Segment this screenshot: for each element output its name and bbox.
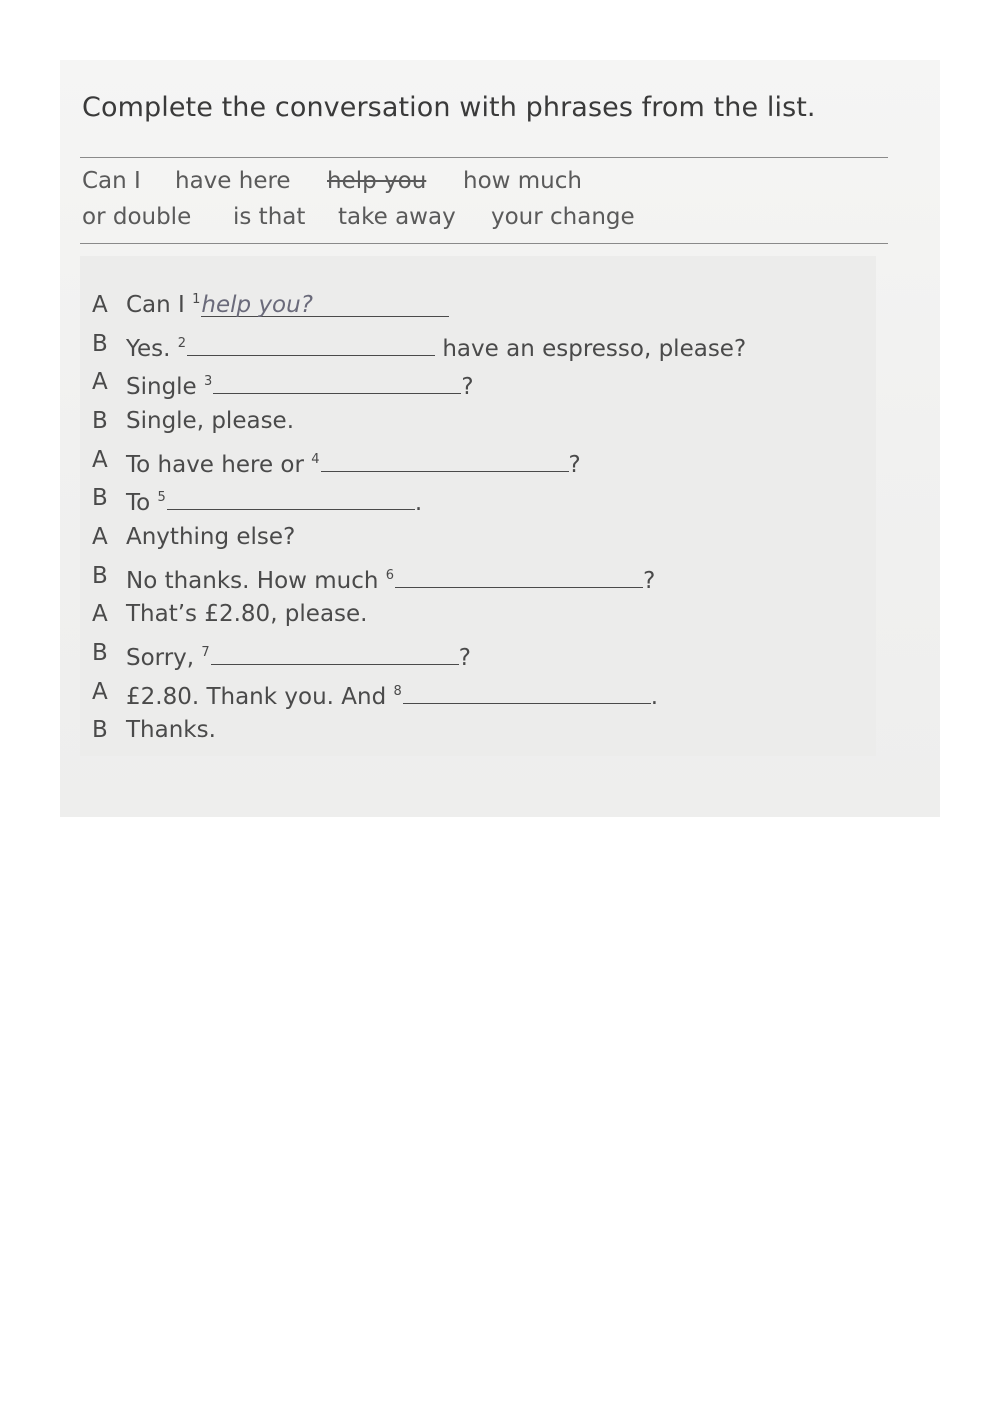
- speaker-label: A: [92, 447, 108, 473]
- line-text-after: ?: [458, 645, 471, 671]
- speaker-label: B: [92, 331, 108, 357]
- gap-number: 5: [157, 490, 166, 506]
- phrase-is-that: is that: [233, 204, 306, 230]
- line-text: Sorry,: [126, 645, 195, 671]
- phrase-take-away: take away: [338, 204, 456, 230]
- answer-blank[interactable]: [403, 679, 651, 704]
- line-text: That’s £2.80, please.: [126, 601, 368, 627]
- phrase-your-change: your change: [491, 204, 635, 230]
- gap-number: 6: [385, 568, 395, 584]
- answer-blank[interactable]: [201, 292, 449, 317]
- line-text: Single: [126, 374, 197, 400]
- answer-blank[interactable]: [321, 447, 569, 472]
- speaker-label: B: [92, 717, 108, 743]
- bottom-rule: [80, 243, 888, 244]
- line-text-after: ?: [568, 452, 581, 478]
- speaker-label: A: [92, 292, 108, 318]
- line-text-after: ?: [643, 568, 656, 594]
- speaker-label: B: [92, 485, 108, 511]
- speaker-label: A: [92, 679, 108, 705]
- line-text: Anything else?: [126, 524, 296, 550]
- speaker-label: B: [92, 640, 108, 666]
- gap-number: 1: [192, 292, 201, 308]
- instruction-heading: Complete the conversation with phrases from the list.: [82, 92, 816, 123]
- gap-number: 4: [311, 452, 320, 468]
- line-text: Thanks.: [126, 717, 216, 743]
- line-text: To: [126, 490, 151, 516]
- line-text: Yes.: [126, 336, 171, 362]
- gap-number: 3: [204, 374, 213, 390]
- speaker-label: A: [92, 601, 108, 627]
- line-text: £2.80. Thank you. And: [126, 684, 387, 710]
- phrase-help-you: help you: [327, 168, 427, 194]
- gap-number: 2: [177, 336, 187, 352]
- phrase-how-much: how much: [463, 168, 582, 194]
- answer-blank[interactable]: [213, 369, 461, 394]
- line-text-after: .: [414, 490, 423, 516]
- speaker-label: A: [92, 524, 108, 550]
- speaker-label: B: [92, 563, 108, 589]
- phrase-can-i: Can I: [82, 168, 141, 194]
- line-text-after: .: [650, 684, 659, 710]
- speaker-label: A: [92, 369, 108, 395]
- line-text-after: have an espresso, please?: [442, 336, 747, 362]
- answer-blank[interactable]: [187, 331, 435, 356]
- line-text: No thanks. How much: [126, 568, 379, 594]
- answer-blank[interactable]: [395, 563, 643, 588]
- line-text: To have here or: [126, 452, 304, 478]
- answer-blank[interactable]: [211, 640, 459, 665]
- line-text-after: ?: [461, 374, 474, 400]
- gap-number: 8: [393, 684, 402, 700]
- speaker-label: B: [92, 408, 108, 434]
- phrase-have-here: have here: [175, 168, 291, 194]
- gap-number: 7: [201, 645, 210, 661]
- answer-blank[interactable]: [167, 485, 415, 510]
- line-text: Can I: [126, 292, 185, 318]
- top-rule: [80, 157, 888, 158]
- phrase-or-double: or double: [82, 204, 192, 230]
- line-text: Single, please.: [126, 408, 295, 434]
- example-answer: help you?: [201, 292, 313, 318]
